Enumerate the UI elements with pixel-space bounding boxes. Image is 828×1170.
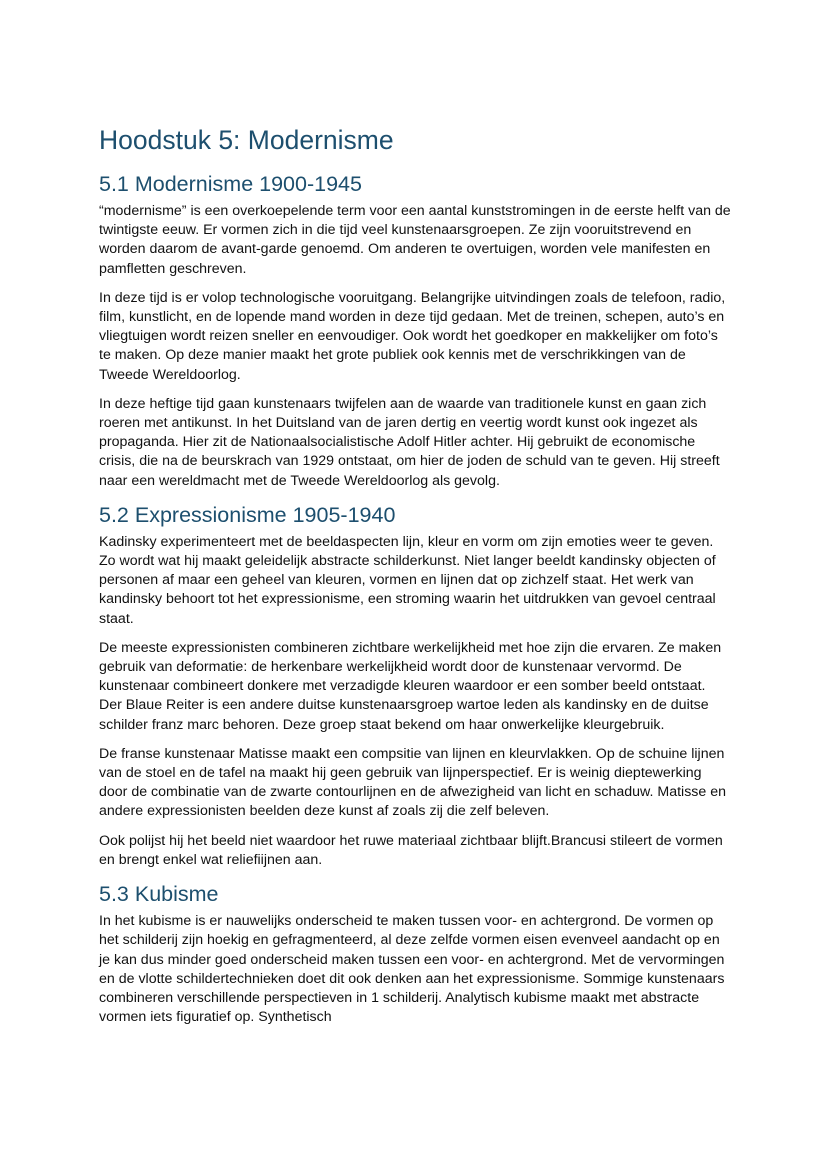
paragraph: In deze tijd is er volop technologische vooruitgang. Belangrijke uitvindingen zoals de telefoon, radio, film, kunstlicht, en de lopende mand worden in deze tijd gedaan. Met de treinen, schepen, auto’s en vliegtuigen wordt reizen sneller en eenvoudiger. Ook wordt het goedkoper en makkelijker om foto’s te maken. Op deze manier maakt het grote publiek ook kennis met de verschrikkingen van de Tweede Wereldoorlog.: [99, 289, 726, 383]
document-page: [99, 120, 731, 1037]
paragraph: Ook polijst hij het beeld niet waardoor het ruwe materiaal zichtbaar blijft.Brancusi stileert de vormen en brengt enkel wat reliefiijnen aan.: [99, 832, 723, 868]
paragraph: Kadinsky experimenteert met de beeldaspecten lijn, kleur en vorm om zijn emoties weer te geven. Zo wordt wat hij maakt geleidelijk abstracte schilderkunst. Niet langer beeldt kandinsky objecten of personen af maar een geheel van kleuren, vormen en lijnen dat op zichzelf staat. Het werk van kandinsky behoort tot het expressionisme, een stroming waarin het uitdrukken van gevoel centraal staat.: [99, 533, 716, 627]
paragraph: In het kubisme is er nauwelijks onderscheid te maken tussen voor- en achtergrond. De vormen op het schilderij zijn hoekig en gefragmenteerd, al deze zelfde vormen eisen evenveel aandacht op en je kan dus minder goed onderscheid maken tussen een voor- en achtergrond. Met de vervormingen en de vlotte schildertechnieken doet dit ook denken aan het expressionisme. Sommige kunstenaars combineren verschillende perspectieven in 1 schilderij. Analytisch kubisme maakt met abstracte vormen iets figuratief op. Synthetisch: [99, 913, 725, 1026]
section-heading: 5.3 Kubisme: [99, 882, 219, 907]
section-kubisme: [99, 880, 731, 1027]
paragraph: In deze heftige tijd gaan kunstenaars twijfelen aan de waarde van traditionele kunst en gaan zich roeren met antikunst. In het Duitsland van de jaren dertig en veertig wordt kunst ook ingezet als propaganda. Hier zit de Nationaalsocialistische Adolf Hitler achter. Hij gebruikt de economische crisis, die na de beurskrach van 1929 ontstaat, om hier de joden de schuld van te geven. Hij streeft naar een wereldmacht met de Tweede Wereldoorlog als gevolg.: [99, 395, 720, 489]
paragraph: “modernisme” is een overkoepelende term voor een aantal kunststromingen in de eerste helft van de twintigste eeuw. Er vormen zich in die tijd veel kunstenaarsgroepen. Ze zijn vooruitstrevend en worden daarom de avant-garde genoemd. Om anderen te overtuigen, worden vele manifesten en pamfletten geschreven.: [99, 203, 731, 277]
section-heading: 5.1 Modernisme 1900-1945: [99, 172, 362, 196]
paragraph: De franse kunstenaar Matisse maakt een compsitie van lijnen en kleurvlakken. Op de schuine lijnen van de stoel en de tafel na maakt hij geen gebruik van lijnperspectief. Er is weinig dieptewerking door de combinatie van de zwarte contourlijnen en de afwezigheid van licht en schaduw. Matisse en andere expressionisten beelden deze kunst af zoals zij die zelf beleven.: [99, 745, 726, 820]
section-expressionisme: [99, 501, 731, 870]
section-modernisme: [99, 170, 731, 491]
chapter-title: Hoodstuk 5: Modernisme: [99, 125, 394, 155]
paragraph: De meeste expressionisten combineren zichtbare werkelijkheid met hoe zijn die ervaren. Ze maken gebruik van deformatie: de herkenbare werkelijkheid wordt door de kunstenaar vervormd. De kunstenaar combineert donkere met verzadigde kleuren waardoor er een somber beeld ontstaat. Der Blaue Reiter is een andere duitse kunstenaarsgroep wartoe leden als kandinsky en de duitse schilder franz marc behoren. Deze groep staat bekend om haar onwerkelijke kleurgebruik.: [99, 639, 722, 733]
section-heading: 5.2 Expressionisme 1905-1940: [99, 502, 396, 527]
